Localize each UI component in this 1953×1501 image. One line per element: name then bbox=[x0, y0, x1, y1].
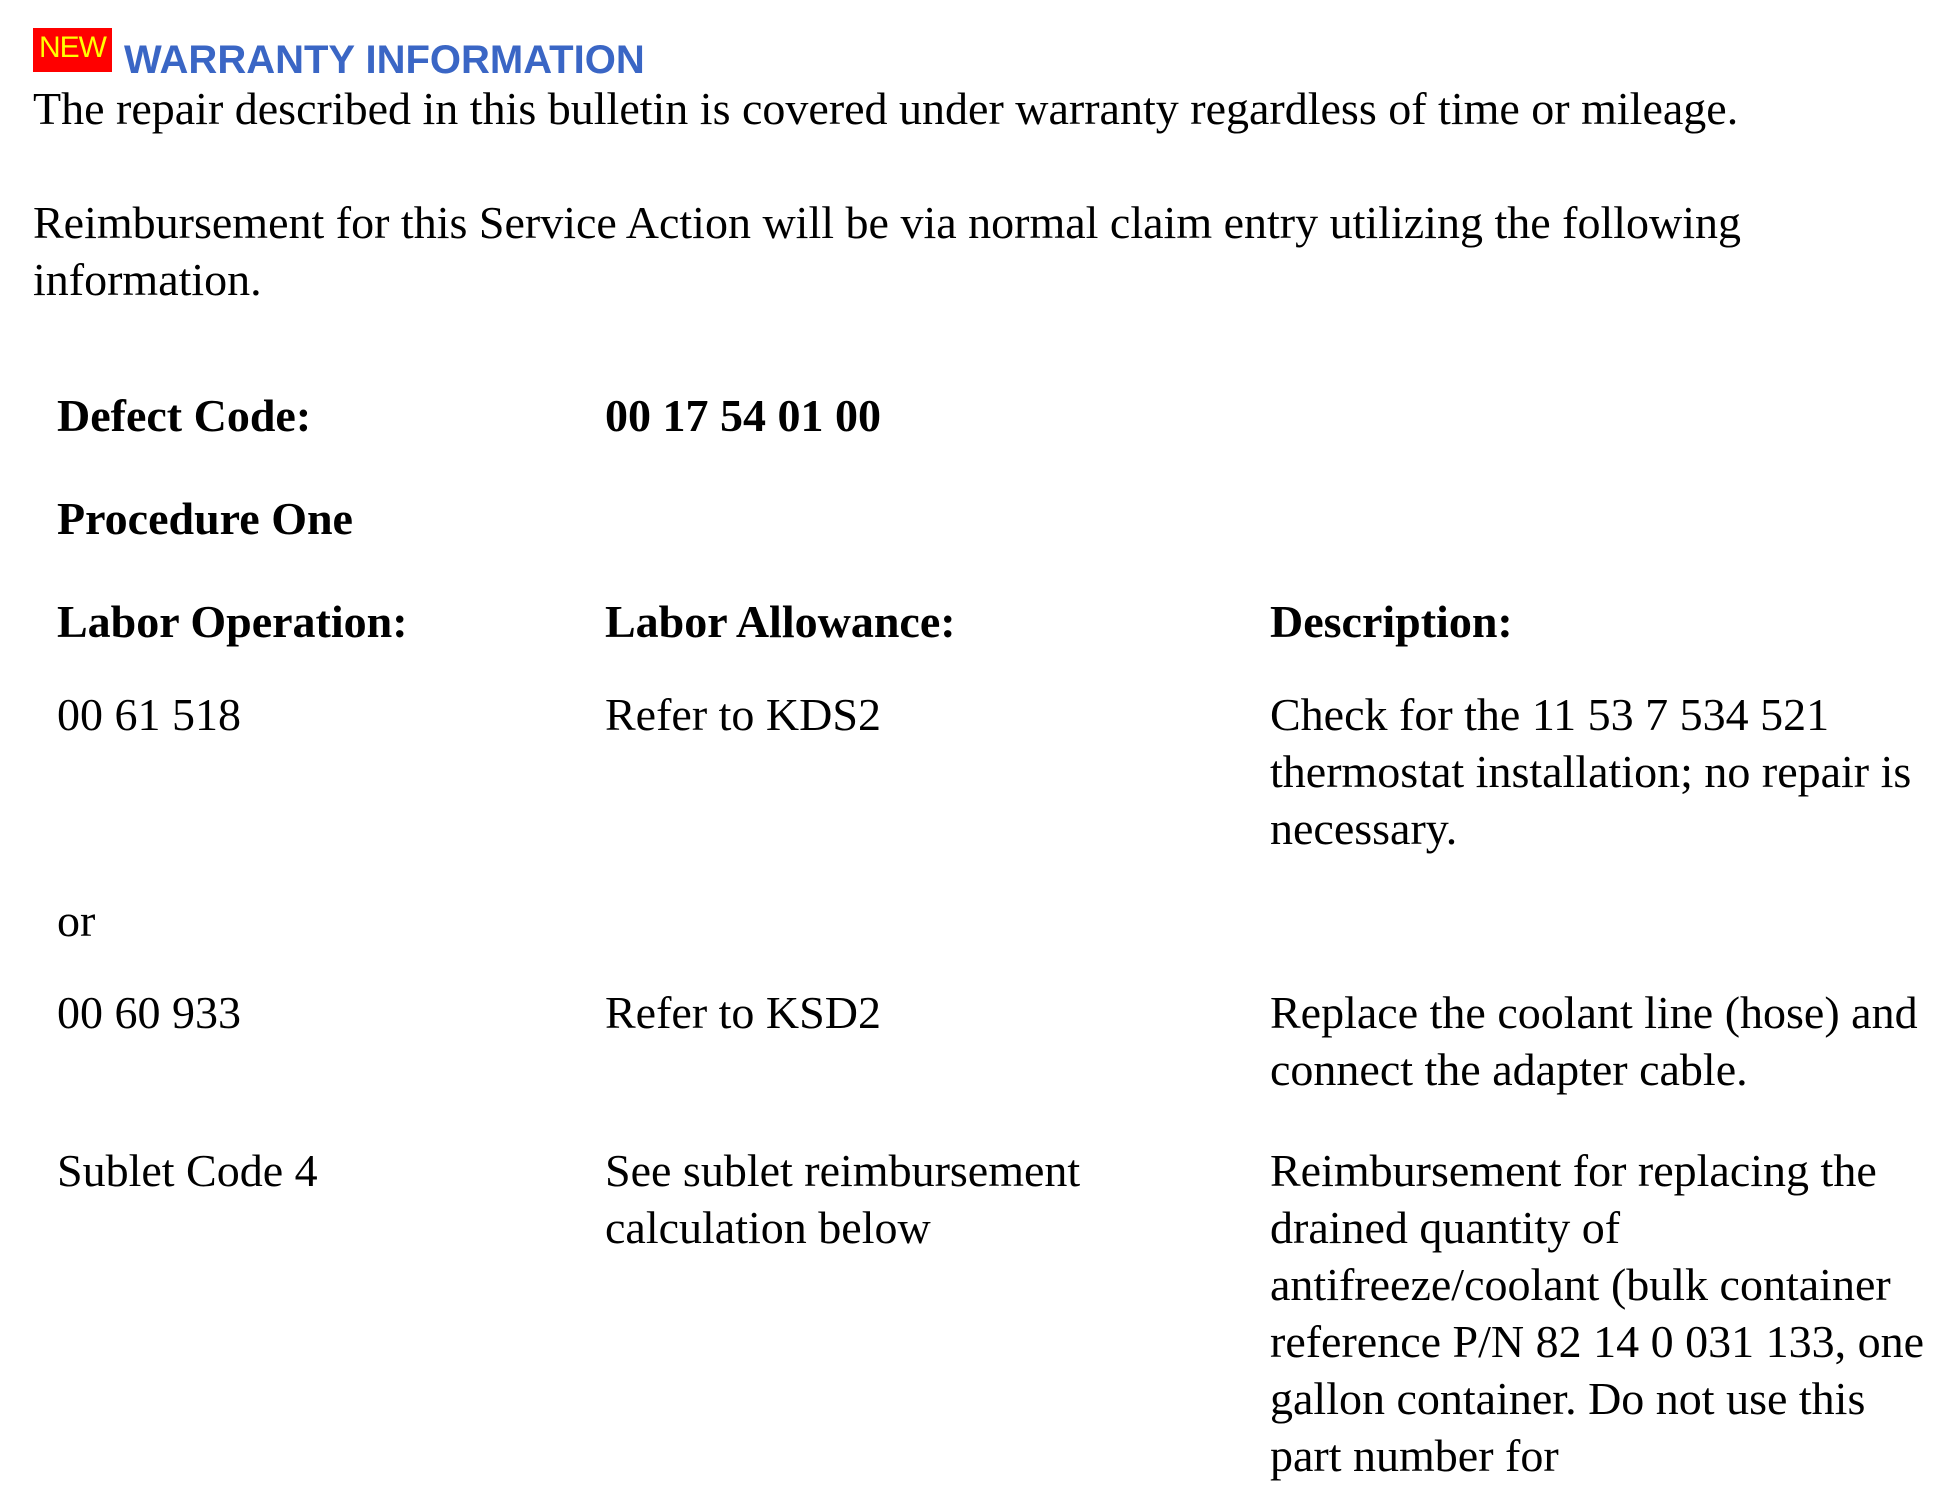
row-2-description: Replace the coolant line (hose) and connect the adapter cable. bbox=[1270, 987, 1918, 1095]
coverage-paragraph: The repair described in this bulletin is covered under warranty regardless of time or mileage. bbox=[33, 83, 1739, 134]
header-description: Description: bbox=[1270, 596, 1513, 647]
row-1-operation: 00 61 518 bbox=[57, 689, 241, 740]
header-labor-allowance: Labor Allowance: bbox=[605, 596, 956, 647]
row-2-allowance: Refer to KSD2 bbox=[605, 987, 881, 1038]
row-1-description: Check for the 11 53 7 534 521 thermostat installation; no repair is necessary. bbox=[1270, 689, 1912, 854]
reimbursement-paragraph: Reimbursement for this Service Action will be via normal claim entry utilizing the following information. bbox=[33, 197, 1742, 305]
defect-code-label: Defect Code: bbox=[57, 390, 312, 441]
defect-code-value: 00 17 54 01 00 bbox=[605, 390, 881, 441]
header-labor-operation: Labor Operation: bbox=[57, 596, 408, 647]
or-separator: or bbox=[57, 895, 96, 946]
section-title: WARRANTY INFORMATION bbox=[124, 38, 645, 82]
row-2-operation: 00 60 933 bbox=[57, 987, 241, 1038]
row-3-operation: Sublet Code 4 bbox=[57, 1145, 318, 1196]
procedure-title: Procedure One bbox=[57, 493, 353, 544]
row-3-allowance: See sublet reimbursement calculation below bbox=[605, 1145, 1081, 1253]
row-1-allowance: Refer to KDS2 bbox=[605, 689, 881, 740]
warranty-header bbox=[33, 22, 645, 82]
new-badge: NEW bbox=[33, 28, 112, 72]
row-3-description: Reimbursement for replacing the drained quantity of antifreeze/coolant (bulk container reference P/N 82 14 0 031 133, one gallon container. Do not use this part number for bbox=[1270, 1145, 1925, 1481]
